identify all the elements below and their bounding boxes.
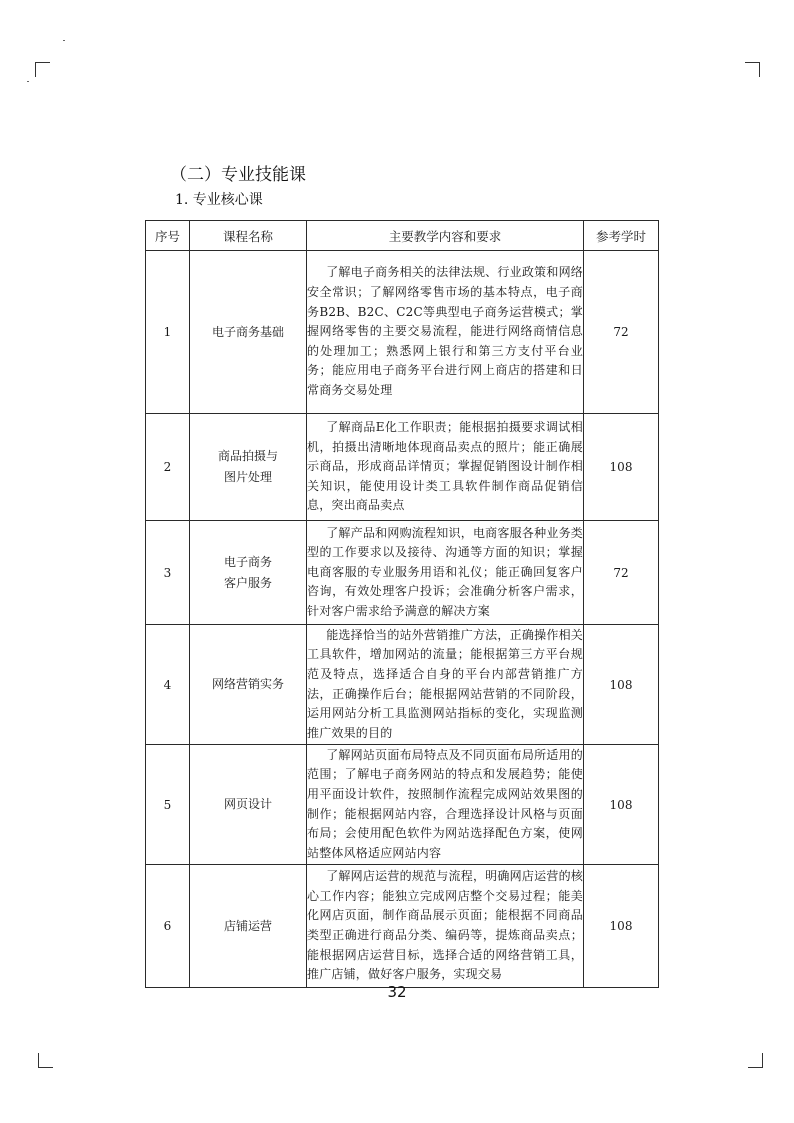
row-course-name: 店铺运营 [190,865,307,988]
row-course-name [190,521,307,625]
table-row [146,414,659,521]
table-row [146,865,659,988]
crop-mark-top-right [745,62,760,77]
row-no: 3 [146,521,190,625]
row-hours: 72 [584,521,659,625]
row-description [307,414,584,521]
row-course-name: 网络营销实务 [190,625,307,745]
crop-mark-top-left [35,62,50,77]
row-course-name-line-1: 商品拍摄与 [217,449,278,463]
row-description-text: 了解电子商务相关的法律法规、行业政策和网络安全常识；了解网络零售市场的基本特点，电子商务B2B、B2C、C2C等典型电子商务运营模式；掌握网络零售的主要交易流程，能进行网络商情信息的处理加工；熟悉网上银行和第三方支付平台业务；能应用电子商务平台进行网上商店的搭建和日常商务交易处理 [307,265,583,397]
row-no: 5 [146,745,190,865]
row-description [307,745,584,865]
row-course-name: 电子商务基础 [190,251,307,414]
row-no: 2 [146,414,190,521]
row-description-text: 了解网店运营的规范与流程，明确网店运营的核心工作内容；能独立完成网店整个交易过程；能美化网店页面，制作商品展示页面；能根据不同商品类型正确进行商品分类、编码等，提炼商品卖点；能根据网店运营目标，选择合适的网络营销工具，推广店铺，做好客户服务，实现交易 [307,869,583,982]
table-header-row [146,221,659,251]
table-row [146,521,659,625]
row-course-name [190,414,307,521]
header-course-name: 课程名称 [190,221,307,251]
row-description-text: 能选择恰当的站外营销推广方法，正确操作相关工具软件，增加网站的流量；能根据第三方平台规范及特点，选择适合自身的平台内部营销推广方法，正确操作后台；能根据网站营销的不同阶段，运用网站分析工具监测网站指标的变化，实现监测推广效果的目的 [307,627,583,740]
row-no: 4 [146,625,190,745]
section-title: （二）专业技能课 [170,165,306,185]
row-description-text: 了解产品和网购流程知识，电商客服各种业务类型的工作要求以及接待、沟通等方面的知识；掌握电商客服的专业服务用语和礼仪；能正确回复客户咨询，有效处理客户投诉；会准确分析客户需求，针对客户需求给予满意的解决方案 [307,525,583,618]
page-number: 32 [387,983,407,1001]
header-hours: 参考学时 [584,221,659,251]
row-hours: 108 [584,865,659,988]
header-no: 序号 [146,221,190,251]
row-description-text: 了解商品E化工作职责；能根据拍摄要求调试相机，拍摄出清晰地体现商品卖点的照片；能正确展示商品，形成商品详情页；掌握促销图设计制作相关知识，能使用设计类工具软件制作商品促销信息，突出商品卖点 [307,420,583,513]
row-description [307,625,584,745]
row-description [307,251,584,414]
row-description [307,521,584,625]
row-description [307,865,584,988]
scan-speck [27,81,29,82]
core-course-table [145,220,659,988]
table-row [146,251,659,414]
crop-mark-bottom-right [748,1053,763,1068]
scan-speck [63,40,65,41]
row-course-name: 网页设计 [190,745,307,865]
header-description: 主要教学内容和要求 [307,221,584,251]
row-hours: 108 [584,745,659,865]
row-hours: 108 [584,414,659,521]
row-hours: 72 [584,251,659,414]
row-no: 1 [146,251,190,414]
row-course-name-line-1: 电子商务 [223,554,272,569]
row-description-text: 了解网站页面布局特点及不同页面布局所适用的范围；了解电子商务网站的特点和发展趋势；能使用平面设计软件，按照制作流程完成网站效果图的制作；能根据网站内容，合理选择设计风格与页面布局；会使用配色软件为网站选择配色方案，使网站整体风格适应网站内容 [307,747,583,860]
table-row [146,745,659,865]
subsection-title: 1. 专业核心课 [175,192,263,208]
row-course-name-line-2: 图片处理 [223,470,272,484]
row-course-name-line-2: 客户服务 [223,575,272,590]
table-row [146,625,659,745]
row-no: 6 [146,865,190,988]
row-hours: 108 [584,625,659,745]
crop-mark-bottom-left [38,1053,53,1068]
